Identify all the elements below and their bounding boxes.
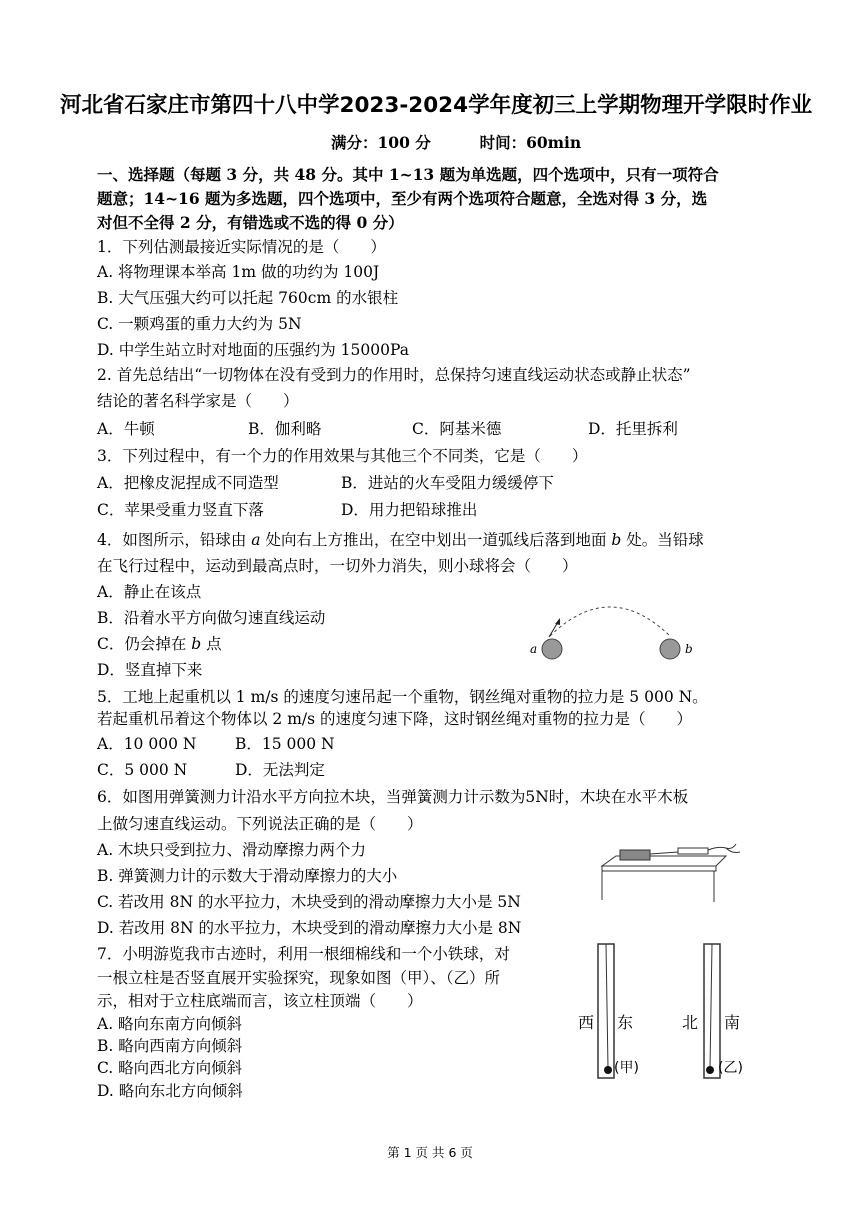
q6-stem-line2: 上做匀速直线运动。下列说法正确的是（ ） bbox=[97, 815, 423, 833]
q3-option-c: C．苹果受重力竖直下落 bbox=[97, 501, 264, 519]
q2-option-c: C．阿基米德 bbox=[412, 420, 502, 438]
page-footer: 第 1 页 共 6 页 bbox=[387, 1145, 473, 1160]
q4-option-d: D．竖直掉下来 bbox=[97, 661, 203, 679]
label-jia: (甲) bbox=[614, 1060, 639, 1076]
q1-stem: 1．下列估测最接近实际情况的是（ ） bbox=[97, 238, 386, 256]
q1-option-c: C. 一颗鸡蛋的重力大约为 5N bbox=[97, 315, 302, 333]
section-instructions-line2: 题意；14~16 题为多选题，四个选项中，至少有两个选项符合题意，全选对得 3 分，选 bbox=[97, 189, 708, 208]
q5-option-c: C．5 000 N bbox=[97, 761, 188, 779]
page-title: 河北省石家庄市第四十八中学2023-2024学年度初三上学期物理开学限时作业 bbox=[60, 93, 813, 118]
spring-scale-block-figure bbox=[598, 834, 760, 904]
q6-option-c: C. 若改用 8N 的水平拉力，木块受到的滑动摩擦力大小是 5N bbox=[97, 893, 521, 911]
q3-stem: 3．下列过程中，有一个力的作用效果与其他三个不同类，它是（ ） bbox=[97, 447, 588, 465]
q1-option-d: D. 中学生站立时对地面的压强约为 15000Pa bbox=[97, 341, 409, 359]
q2-stem-line2: 结论的著名科学家是（ ） bbox=[97, 392, 299, 410]
section-instructions-line1: 一、选择题（每题 3 分，共 48 分。其中 1~13 题为单选题，四个选项中，只有一项符合 bbox=[97, 165, 719, 184]
q5-stem-line2: 若起重机吊着这个物体以 2 m/s 的速度匀速下降，这时钢丝绳对重物的拉力是（ ） bbox=[97, 710, 693, 728]
full-score: 满分：100 分 bbox=[331, 133, 431, 152]
shot-put-trajectory-figure bbox=[520, 600, 700, 670]
q4-option-a: A．静止在该点 bbox=[97, 583, 202, 601]
q1-option-b: B. 大气压强大约可以托起 760cm 的水银柱 bbox=[97, 289, 399, 307]
q7-option-a: A. 略向东南方向倾斜 bbox=[97, 1015, 243, 1033]
q7-stem-line2: 一根立柱是否竖直展开实验探究，现象如图（甲）、（乙）所 bbox=[97, 969, 501, 987]
q3-option-b: B．进站的火车受阻力缓缓停下 bbox=[341, 474, 554, 492]
label-south: 南 bbox=[724, 1013, 741, 1032]
q2-option-a: A．牛顿 bbox=[97, 420, 155, 438]
q6-stem-line1: 6．如图用弹簧测力计沿水平方向拉木块，当弹簧测力计示数为5N时，木块在水平木板 bbox=[97, 788, 689, 806]
q7-stem-line1: 7．小明游览我市古迹时，利用一根细棉线和一个小铁球，对 bbox=[97, 945, 510, 963]
q5-option-d: D．无法判定 bbox=[235, 761, 325, 779]
q6-option-a: A. 木块只受到拉力、滑动摩擦力两个力 bbox=[97, 841, 367, 859]
q3-option-a: A．把橡皮泥捏成不同造型 bbox=[97, 474, 279, 492]
q4-option-b: B．沿着水平方向做匀速直线运动 bbox=[97, 609, 326, 627]
q3-option-d: D．用力把铅球推出 bbox=[341, 501, 478, 519]
exam-meta bbox=[331, 133, 581, 153]
q5-stem-line1: 5．工地上起重机以 1 m/s 的速度匀速吊起一个重物，钢丝绳对重物的拉力是 5 000 N。 bbox=[97, 688, 708, 706]
section-instructions-line3: 对但不全得 2 分，有错选或不选的得 0 分） bbox=[97, 213, 404, 232]
q2-stem-line1: 2. 首先总结出“一切物体在没有受到力的作用时，总保持匀速直线运动状态或静止状态” bbox=[97, 366, 691, 384]
q6-option-b: B. 弹簧测力计的示数大于滑动摩擦力的大小 bbox=[97, 867, 398, 885]
q5-option-b: B．15 000 N bbox=[235, 735, 335, 753]
q5-option-a: A．10 000 N bbox=[97, 735, 197, 753]
pillar-plumb-line-figure bbox=[572, 940, 762, 1085]
q6-option-d: D. 若改用 8N 的水平拉力，木块受到的滑动摩擦力大小是 8N bbox=[97, 919, 522, 937]
q2-option-b: B．伽利略 bbox=[248, 420, 322, 438]
q7-option-c: C. 略向西北方向倾斜 bbox=[97, 1059, 243, 1077]
label-north: 北 bbox=[682, 1013, 699, 1032]
time-limit: 时间：60min bbox=[479, 133, 582, 152]
q4-stem-line2: 在飞行过程中，运动到最高点时，一切外力消失，则小球将会（ ） bbox=[97, 557, 578, 575]
q2-option-d: D．托里拆利 bbox=[588, 420, 678, 438]
label-west: 西 bbox=[578, 1013, 595, 1032]
q7-option-b: B. 略向西南方向倾斜 bbox=[97, 1037, 243, 1055]
label-yi: (乙) bbox=[718, 1060, 743, 1076]
label-point-b: b bbox=[685, 642, 693, 656]
label-east: 东 bbox=[617, 1013, 634, 1032]
q7-option-d: D. 略向东北方向倾斜 bbox=[97, 1082, 243, 1100]
q4-option-c: C．仍会掉在 b 点 bbox=[97, 635, 222, 653]
q4-stem-line1: 4．如图所示，铅球由 a 处向右上方推出，在空中划出一道弧线后落到地面 b 处。当铅球 bbox=[97, 531, 704, 549]
label-point-a: a bbox=[530, 642, 538, 656]
q1-option-a: A. 将物理课本举高 1m 做的功约为 100J bbox=[97, 263, 380, 281]
q7-stem-line3: 示，相对于立柱底端而言，该立柱顶端（ ） bbox=[97, 992, 423, 1010]
